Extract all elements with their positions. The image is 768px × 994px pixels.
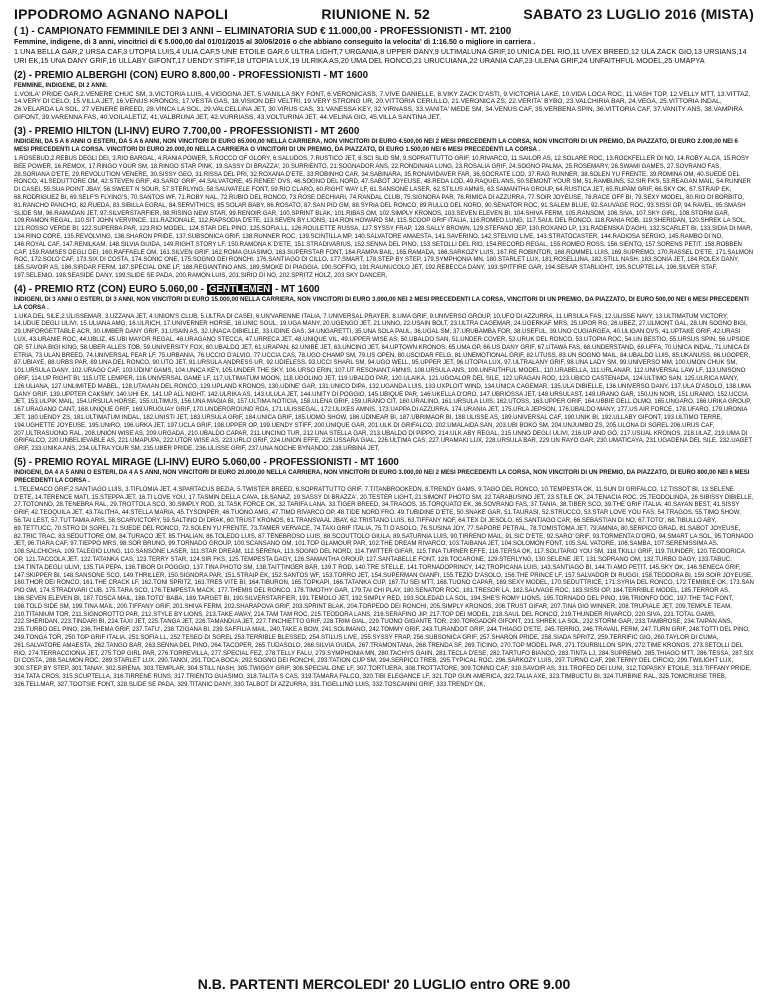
race-2-title: (2) - PREMIO ALBERGHI (CON) EURO 8.800,00 - PROFESSIONISTI - MT 1600 xyxy=(14,69,369,81)
race-2-entries: 1.VOILA' PRIDE GAR,2.VENERE CHUC SM, 3.VICTORIA LUIS, 4.VIGOGNA JET, 5.VANILLA SKY FONT, 6.VERONICASS, 7.VIVE DANIELLE, 8.VIKY ZACK D'ASTI, 9.VICTORIA LAKE, 10.VIDA LOCA ROC, 11.VASH TOP, 12.VELLY MTT, 13.VITTAZ, 14.VERY DI CELO, 15.VILLA JET, 16.VENUS KRONOS, 17.VESTA GAS, 18.VISION DEI VELTRI, 19.VERY STRONG UR, 20.VITTORIA CERULLO, 21.VERONICA ZS, 22.VERITA' BYBO, 23.VALCHIRIA BAR, 24.VEGA, 25.VITTORIA INDAL, 26.VELARDA LA SOL, 27.VENERE BREED, 28.VINCA LA SOL, 29.VALCELLINA JET, 30.VIRUS CAS, 31.VANESSA KEY, 32.VIRNASS, 33.VANITA' MEDE SM, 34.VENUS CAF, 35.VERBENA SPIN, 36.VITTORIA CAF, 37.VANITY ANS, 38.VAMPIRA GIFONT, 39.VARENNA FAS, 40.VOILALETIZ, 41.VALBRUNA JET, 42.VURRIASS, 43.VOLTURINA JET, 44.VELINA GIO, 45.VILLA SANTINA JET, xyxy=(14,90,751,122)
meeting-number: RIUNIONE N. 52 xyxy=(321,6,431,22)
race-2-conditions: FEMMINE, INDIGENE, DI 2 ANNI. xyxy=(14,81,108,89)
race-4 xyxy=(14,284,754,453)
footer-note: N.B. PARTENTI MERCOLEDI' 20 LUGLIO entro ORE 9.00 xyxy=(197,976,571,992)
race-4-title xyxy=(14,284,754,295)
venue-name: IPPODROMO AGNANO NAPOLI xyxy=(14,6,229,22)
race-3-title: (3) - PREMIO HILTON (LI-INV) EURO 7.700,00 - PROFESSIONISTI - MT 2600 xyxy=(14,126,360,138)
gentlemen-badge: GENTLEMEN xyxy=(208,283,271,295)
race-1-conditions: Femmine, indigene, di 3 anni, vincitrici di € 5.000,00 dal 01/01/2015 al 30/06/2016 o che abbiano conseguito la velocita' di 1:16.50 o migliore in carriera . xyxy=(14,37,536,47)
race-5-entries: 1.TELEMACO GRIF,2.SANTIAGO LUIS, 3.TIFLOMIA JET, 4.SPARTACUS BEZIA, 5.TWISTER BREED, 6.SOPRATTUTTO GRIF, 7.TITANBROOKEDN, 8.TRENDY GAMS, 9.TAGO DEL RONCO, 10.TEMPESTA OK, 11.SUN DI GRIFALCO, 12.TISSOT BI, 13.SELENE D'ETE, 14.TERENCE MATI, 15.STEPPA JET, 16.TI LOVE YOU, 17.TASMIN DELLA CAVA, 18.SANAZ, 19.SASSY DI BRAZZA', 20.TESTER LIGHT, 21.SIMONT PHOTO SM, 22.TARABUSINO JET, 23.STILE OK, 24.TENACIA ROC, 25.TEODOLINDA, 26.SIBISSY DIBIELLE, 27.TOTONNO, 28.TENEBRA RAL, 29.TROTTOLA SCO, 30.SIMPLY ROD, 31.TASK FORCE OK, 32.TARIFA LANA, 33.TIGER BREED, 34.TRAGOS, 35.TORQUATO EK, 36.SOVRANO FAS, 37.TANIA, 38.TIBER SCO, 39.THE GRIF ITALIA, 40.SAYAN BEST, 41.SISSY GRIF, 42.TEOQUILA JET, 43.TALITHA, 44.STELLA MARIA, 45.TYSONPER, 46.TUONO AMG, 47.TIMO RIVARCO OP, 48.TIDE NORD FRO, 49.TUBIDINE D'ETE, 50.SNAKE GAR, 51.TAURASI, 52.STRUCCO, 53.STAR LOVE YOU FAS, 54.TRAGOS, 55.TIMO SHOW, 56.TAI LEST, 57.TUTTAMIA ARIS, 58.SCARVICTORY, 59.SALTINO DI DRAK, 60.TRUST KRONOS, 61.TRANSVAAL JBAY, 62.TRISTANO LUIS, 63.TIFFANY NOF, 64.TEX DI JESOLO, 65.SANTIAGO CAR, 66.SEBASTIAN DI NO, 67.TOTO', 68.TIBULLO ABY, 69.TETTUCC, 70.STRO DI SGREL 71.SUEDE DEL RONCO, 72.SOLEN YU FRENTE, 73.TAMER VERVACE, 74.TAXI GRIF ITALIA, 75.TI D'ASOLO, 76.SUSINA JOY, 77.SAPORE PETRAL, 78.TOMISTOMA JET, 79.AMNIA, 80.SERPICO GRAD, 81.SABOT JOYEUSE, 82.TRIC TRAC, 83.SEDUTTORE OM, 84.TURACO JET, 85.THALIAN, 86.TOLEDO LUIS, 87.TENEBROSO LUIS, 88.SCOUTTOLO GIULA, 89.SATURNIA LUIS, 90.TIRRENO MAIL, 91.SIC D'ETE, 92.SARO' GRIF, 93.TORMENTA D'ORO, 94.SMART LA SOL, 95.TORNADO JET, 96.TIARA CAF, 97.TIEPPO MRS, 98.SOR BRUNO, 99.TORNADO GROUP, 100.SCANSANO OM, 101.TOP GLAMOUR PAR, 102.THE DREAM RIVARCO, 103.TAIBANA JET, 104.SOLOMON FONT, 105.SAL VATORE, 106.SAMBA, 107.SERENISSIMA AS, 108.SALCHICHA, 109.TALEGIO LUNG, 110.SANSONE LASER, 111.STAR DREAM, 112.SERENA, 113.SOGNO DEL NORD, 114.TWITTER GIFAR, 115.TINA TURNER EFFE, 116.TERSA OK, 117.SOLITARIO YOU SM, 118.TKILLI GRIF, 119.TIUNDER, 120.TEODORICA OP, 121.TACCOLA JET, 122.TATANKA CAS, 123.TERRY STAR, 124.SIR FKS, 125.TEMPESTA DAGY, 126.SAMANTHA GROUP, 127.SANTABELLE FONT, 128.TOCARONE, 129.STERLYNG, 130.SELENE JET, 131.SOPRANO OM, 132.TURBO DAGY, 133.TABUC, 134.TINTA DEGLI ULIVI, 135.TIA PEPA, 136.TIBOR DI POGGIO, 137.TINA PHOTO SM, 138.TAITTINGER BAR, 139.T ROD, 140.TRE STELLE, 141.TORNADOPRINCY, 142.TROPICANA LUIS, 143.SANTIAGO BI, 144.TI AMO PETIT, 145.SKY OK, 146.SENECA GRIF, 147.SKIPPER BI, 148.SANSONE SCO, 149.THRILLER, 150.SIGNORA PAR, 151.STRAIP EK, 152.SANTOS WF, 153.TORRO JET, 154.SUPERMAN GIANFI, 155.TEZIO D'ASOLO, 156.THE PRINCE LF, 157.SALVADOR DI RUGGI, 158.TEODORA BI, 159.SOIR JOYEUSE, 160.THOR DEI RONCO, 161.THE CRACK LF, 162.TONI SPRITZ, 163.TRES VITE BI, 164.TIBURON, 165.TOPKAPI, 166.TATANKA CUP, 167.TU SEI MTT, 168.TUONO CAPAR, 169.SEXY MODEL, 170.SEDUTTRICE, 171.SYRIA DEL RONCO, 172.TEMIBILE OK, 173.SAN PIO GM, 174.STRADIVARI CUB, 175.TARA SCO, 176.TEMPESTA MACK, 177.THEMIS DEL RONCO, 178.TIMOTHY GAR, 179.TAI CHI PLAY, 180.SENATOR ROC, 181.TRESOR LA, 182.SAUVAGE ROC, 183.SISSI OP, 184.TERRIBLE MODEL, 185.TERROR AS, 186.SEVEN ELEVEN BI, 187.TOSCA MAIL, 188.TOTO' BABA, 189.TARGET BI, 190.SILVERSTARFIER, 191.TEMOLO JET, 192.SIMPLY RED, 193.SOLEDAD LA SOL, 194.SHE'S ROMY LIONS, 195.TORNADO DEL PINO, 196.TRIONFO DOC, 197.THE TAC FONT, 198.TOLD SIDE SM, 199.TINA MAIL, 200.TIFFANY GRIF, 201.SHIVA FERM, 202.SHARAPOVA GRIF, 203.SPRINT BLAK, 204.TORPEDO DEI RONCHI, 205.SIMPLY KRONOS, 206.TRUST GIFAR, 207.TINA GIO WINNER, 208.TRUPIALE JET, 209.TEMPLE TEAM, 210.TITANIUM TOR, 211.SIGNOROTTO PAR, 212.STYLE BY LIONS, 213.TAKE AWAY, 214.TAM TAM ROC, 215.TEODORA LANS, 216.SERAFINO JIP, 217.TOP DEI MODEL, 218.SAUL DEL RONCO, 219.THUNDER RIVARCO, 220.SIVA, 221.TOTAL GAMS, 222.SHERIDAN, 223.TINDARI BI, 224.TAXI JET, 225.TANGA JET, 226.TAMANDUA JET, 227.TINCHIETTO GRIF, 228.TRIM GIAL, 229.TUONO GIGANTE TOR, 230.TORGADOR GIFONT, 231.SHREK LA SOL, 232.STORM GAR, 233.TAMBROSE, 234.TAIPAN ANS, 235.TURBO DEL PINO, 236.THEMA GRIF, 237.TATU', 238.TZIGANA BI, 239.SAFFILIA MAIL, 240.TAKE A BOW, 241.SOLIMANO, 242.TOMMY GRIF, 243.TURANDOT GRIF, 244.THIAGO D'ETE, 245.TERRIO, 246.TRAVAIL FERM, 247.TURN GRIF, 248.TOTTI DEL PINO, 249.TONGA TOR, 250.TOP GRIF ITALIA, 251.SOFIA LL, 252.TESEO DI SGREL 253.TERRIBLE BLESSED, 254.STILUS LIVE, 255.SYSSY FRAP, 256.SUBSONICA GRIF, 257.SHARON PRIDE, 258.SIADA SPRITZ, 259.TERRIFIC GIO, 260.TAYLOR DI CUMA, 261.SALVATORE AMAESTA, 262.TANGO BAR, 263.SENNA DEL PINO, 264.TACOPER, 265.TUDASOLO, 266.SILVIA GUIDA, 267.TRAMONTANA, 268.TRENDA SF, 269.TICINO, 270.TOP MODEL PAR, 271.TOURBILLON SPIN, 272.TIME KRONOS, 273.SETOLLI DEL RIO, 274.TERRACCIONIA JET, 275.TOP GIRL PAR, 276.TORREVILLA, 277.SPECIAL FEZ, 278.TELLY FALU, 279.SYMPHONIA MN, 280.TACHYS GAIIN, 281.TECLA D'ESE, 282.TARTUFO BIANCO, 283.TINTA LJ, 284.SUPREMO, 285.THIAGO MTT, 286.TESSA, 287.SIX DI COSTA, 288.SALMON ROC, 289.STARLET LUX, 290.TANGI, 291.TOCA BOCA, 292.SOGNO DEI RONCHI, 293.TATION CUP SM, 294.SERPICO TREB, 295.TYPICAL ROC, 296.SARKOZY LUIS, 297.TURNO CAF, 298.TERNY DEL CIRCIO, 299.TWILIGHT LUX, 300.STEP BY STEP, 301.TANAY, 302.SIRENA, 303.TEMPLAR, 304.STILL NASH, 305.TWIGGY GRIF, 306.SPECIAL ONE LF, 307.TORTUERA, 308.TROTTATORE, 309.TONNO CAF, 310.SAVOIR AS, 311.TROFEO DEI LUNI, 312.TOPASKY ETOILE, 313.TIFFANY PRIDE, 314.TATA CROS, 315.SCUPTELLA, 316.TIRRENE RUNS, 317.TRIENTO GUASIMO, 318.TALITA S CAS, 319.TAMARA FALCO, 320.TIBI ELEGANCE LF, 321.TOP GUN AMERICA, 322.TALIA AXE, 323.TIMBUCTU BI, 324.TURBINE RAL, 325.TOMCRUISE TREB, 326.TELLMAR, 327.TOOTSIE FONT, 328.SLIDE SE PADA, 329.TITANIC DANY, 330.TALBOT DI AZZURRA, 331.TIGELLINO LUIS, 332.TOSCANINI GRIF, 333.TRENDY OK, xyxy=(14,485,754,688)
meeting-date: SABATO 23 LUGLIO 2016 (MISTA) xyxy=(523,6,754,22)
race-5-conditions: INDIGENI, DA 4 A 5 ANNI O ESTERI, DA 4 A 5 ANNI, NON VINCITORI DI EURO 20.000,00 NELLA CARRIERA, NON VINCITORI DI EURO 3.000,00 NEI 2 MESI PRECEDENTI LA CORSA, NON VINCITORI DI UN PREMIO, DA PIAZZATO, DI EURO 800,00 NEI 6 MESI PRECEDENTI LA CORSA . xyxy=(14,469,750,485)
race-3-entries: 1.ROSEBUD,2.REBUS DEGLI DEI, 3.RIO BARGAL, 4.RANIA POWER, 5.ROCCO OF GLORY, 6.SALUDOS, 7.RUSTICO JET, 8.SCI SLID SM, 9.SOPRATTUTTO GRIF, 10.RIVARCO, 11.SAILOR AS, 12.SOLARE ROC, 13.ROCKFELLER DI NO, 14.ROBY ALCA, 15.ROSY BEE POWER, 16.REMOX, 17.RINGO YOUR SM, 18.RINGO STAR PINK, 19.SASSY DI BRAZZA', 20.SURRIENTO, 21.SOGNADOR ANS, 22.RONDINAIA LUNG, 23.ROSALIA GRIF, 24.SOGNO PALMA, 25.ROSEMARY, 26.SWAMI GAMES, 27.SOVRANO FAS, 28.SORIANA D'ETE, 29.REVOLUTION VENERE, 30.SISSY GEO, 31.RISSA DEL PRI, 32.ROXANA D'ETE, 33.ROBINHO CAR, 34.SABINARA, 35.RONAVIDAVER FAR, 36.SOCRATE LOD, 37.RAG RUNNER, 38.SOLEN YU FRENTE, 39.ROMINA OM, 40.SUEDE DEL RONCO, 41.SEDUTTORE OM, 42.STEVEN GRIF, 43.SARO' GRIF, 44.SALVATORE, 45.RENEE' DVS, 46.SOGNO DEL NORD, 47.SABOT JOYEUSE, 48.REDA LOD, 49.RAQUEL ANS, 50.SEMONT YOUR SM, 51.RAMBUNS, 52.SIR FKS, 53.REAGAN MAIL, 54.RUNNER DI CASEI, 55.SUA POINT JBAY, 56.SWEET N SOUR, 57.STERLYNG, 58.SAUVATELE FONT, 59.RIO CLARO, 60.RIGHT WAY LF, 61.SANSONE LASER, 62.STILUS AMNIS, 63.SAMANTHA GROUP, 64.RUSTICA JET, 65.RUPAM GRIF, 66.SKY OK, 67.STRAIP EK, 68.RODRIGUEZ BI, 69.SELF'S FLYING'S, 70.SANTOS WF, 71.ROBY NAL, 72.RUBIO DEL RONCO, 73.ROSE DECHIARI, 74.RANDAL CLUB, 75.SIGNORA PAR, 76.RIMICA DI AZZURRA, 77.SOIR JOYEUSE, 78.RACE OFF BI, 79.SEXY MODEL, 80.RIO DI BORBITO, 81.RANCHO PANCHO, 82.RUEDA, 83.SIBILLA EGRAL, 84.SERVITHICS, 85.SOLAR BABY, 86.ROSATO, 87.SAN PIO GM, 88.SYRIA DEL RONCO, 89.RULLO DEL NORD, 90.SENATOR ROC, 91.SALEM BLUE, 92.SAUVAGE ROC, 93.SISSI OP, 94.RAVEL, 95.SMASH SLIDE SM, 96.RAMADAN JET, 97.SILVERSTARFIER, 98.RISING NEW STAR, 99.RENOIR GAR, 100.SPRINT BLAK, 101.RIBAS OM, 102.SIMPLY KRONOS, 103.SEVEN ELEVEN BI, 104.SHIVA FERM, 105.RANSOM, 106.SIVA, 107.SKY GIRL, 108.STORM GAR, 109.RAMON REGAL, 110.SIT JOHN VERVINCE, 111.RAZIONALE, 112.RAPSODIA D'ETE, 113.SEVEN BY LIONS, 114.RON HOWARD SM, 115.SCOOP GRIF ITALIA, 116.ROMEO LUNG, 117.SAUL DEL RONCO, 118.RANIA ROB, 119.SHERIDAN, 120.SHREK LA SOL, 121.ROSSO VERDE BI, 122.SUPERBA PAR, 123.RIO MODEL, 124.STAR DEL PINO, 125.SOFIA LL, 126.ROULETTE RUSSA, 127.SYSSY FRAP, 128.SALLY BROWN, 129.STEFANO JEP, 130.ROXANO LP, 131.RADENSKA D'AGHI, 132.SCARLET BI, 133.SIDIA DI MAR, 134.RINO CORE, 135.REVOLVING, 136.SHARON PRIDE, 137.SUBSONICA GRIF, 138.RUNNER ROC, 139.SCINTILLA MP, 140.SALVATORE AMAESTA, 141.SAVERINO, 142.STELVIO LIVE, 143.STRATOCASTER, 144.RADIOSA SERGIO, 145.RAMBO DI NO, 146.ROYAL CAF, 147.RENILKAM, 148.SILVIA GUIDA, 149.RIGHT STORY LF, 150.RAMONA K D'ETE, 151.STRADIVARIUS, 152.SENNA DEL PINO, 153.SETOLLI DEL RIO, 154.RECORD REGAL, 155.ROMEO ROSS, 156.SIENTO, 157.SORENS PETIT, 158.ROBBEN CAF, 159.RAMSES DEGLI DEI, 160.RAFFAELE OM, 161.SILVEN GRIF, 162.ROMA GUASIMO, 163.SUPERSTAR FONT, 164.RAMPA BAIL, 165.RAMADA, 166.SARKOZY LUIS, 167.RE ROBINTOR, 168.ROMMEL LUIS, 169.SUPREMO, 170.RASSEL D'ETE, 171.SALMON ROC, 172.SOLO CAF, 173.SIX DI COSTA, 174.SONIC ONE, 175.SOGNO DEI RONCHI, 176.SANTIAGO DI CILLO, 177.SMART, 178.STEP BY STEP, 179.SYMPHONIA MN, 180.STARLET LUX, 181.ROSELLINA, 182.STILL NASH, 183.SONIA JET, 184.ROLEX DANY, 185.SAVOIR AS, 186.SIRDAR FERM, 187.SPECIAL ONE LF, 188.REGIANTINO ANS, 189.SMOKE DI PIAGGIA, 190.SOFFIO, 191.RAUNUCOLO JET, 192.REBECCA DANY, 193.SPITFIRE GAR, 194.SESAR STARLIGHT, 195.SCUPTELLA, 196.SILVER STAF, 197.SELENIO, 198.SEASIDE DANY, 199.SLIDE SE PADA, 200.RAMON LUIS, 201.SIRIO DI NO, 202.SPRITZ HOLZ, 203.SKY DANCER, xyxy=(14,155,754,280)
page-header xyxy=(14,0,754,22)
race-1-entries: 1 UNA BELLA GAR,2 URSA CAF,3 UTOPIA LUIS,4 ULIA CAF,5 UNE ETOILE GAR,6 ULTRA LIGHT,7 URGANIA,8 UPPER DANY,9 ULTIMALUNA GRIF,10 UNICA DEL RIO,11 UVEX BREED,12 ULA ZACK GIO,13 URSIANS,14 URI EK,15 UNA DANY GRIF,16 ULLABY GIFONT,17 UENDY STIFF,18 UTOPIA LUX,19 ULRIKA AS,20 UMA DEL RONCO,21 URUCUIANA,22 URANIA CAF,23 ULENA GRIF,24 UNFAITHFUL MODEL,25 UMAPYA xyxy=(14,47,747,65)
race-4-conditions: INDIGENI, DI 3 ANNI O ESTERI, DI 3 ANNI, NON VINCITORI DI EURO 15.000,00 NELLA CARRIERA, NON VINCITORI DI EURO 3.000,00 NEI 2 MESI PRECEDENTI LA CORSA, VINCITORI DI UN PREMIO, DA PIAZZATO, DI EURO 500,00 NEI 6 MESI PRECEDENTI LA CORSA . xyxy=(14,296,749,311)
race-2 xyxy=(14,70,754,123)
race-4-entries: 1.UKA DEL SILE,2.ULISSEMAR, 3.UZZANA JET, 4.UNION'S CLUB, 5.ULTRA DI CASEI, 6.UN'VARENNE ITALIA, 7.UNIVERSAL PRAYER, 8.UMA GRIF, 9.UNIVERSO GROUP, 10.UFO DI AZZURRA, 11.URSULA FAS, 12.ULISSE NAVY, 13.ULTIMATUM VICTORY, 14.UDUE DEGLI ULIVI, 15.ULIANA AMG, 16.ULRICH, 17.UNIVERNER HORSE, 18.UNIC SOUL, 19.UGA MANY, 20.UGENGO JET, 21.UNNO, 22.USAIN BOLT, 23.ULTRA CAGEMAR, 24.UGERKAF MRS, 25.UPOR RG, 26.UBEZ, 27.ULMONT GAL, 28.UN SOGNO BIGI, 29.UNFORGETTABLE ACR, 30.UMBER DANY GRIF, 31.USAIN AS, 32.UNACA DIBIELLE, 33.UDINE GAS, 34.UNGARETTI, 35.UNA SOLA PAUL, 36.UGAL SM, 37.URUBAMBA FOR, 38.USEFUL, 39.UNO CUGIARGEA, 40.ULIGAN DVS, 41.UPTAKE GRIF, 42.URASI LUX, 43.URANIE ROC, 44.UBLIZ, 45.UBI MAYOR REGAL, 46.URAGANO STECCA, 47.URRECA JET, 48.UNIQUE VIL, 49.UPPER WISE AS, 50.UBALDO SAN, 51.UNDER COVER, 52.URUK DEL RONCO, 53.UTOPIA ROC, 54.UN BESTIO, 55.URSUS SPIN, 56.UPSIDE OP, 57.UNA BIGI KING, 58.UBER ALLES TOB, 59.UNIVERSITY FOX, 60.UBALDO JET, 61.URAPAN, 62.UNIBE JET, 63.UNCINO JET, 64.UPTOWN KRONOS, 65.UMA OP, 66.US DANY GRIF, 67.UTAWA FAS, 68.UNDERSTAND, 69.UFFA, 70.UNICA INDAL, 71.UNICA DI ETRIA, 73.ULAN BREED, 74.UNIVERSAL FEAR LF, 75.URBANIA, 76.UCCIO D'ALVIO, 77.UCCIA CAS, 78.UGO CHAMP SM, 79.US OPEN, 80.USCIDAR FELG, 81.UNEMOTIONAL GRIF, 82.UTUSS, 83.UN SOGNO MAIL, 84.UBALDO LUIS, 85.UKANUSS, 86.UGOPER, 87.UBIAYE, 88.URBS PAR, 89.UNA DEL RONCO, 90.UTO JET, 91.URSULA ANDRESS UR, 92.UDIELESS, 93.UCCI SHARL SM, 94.UGO WELL, 95.UPPER JET, 96.UTOPIA LUX, 97.ULTRALANY GRIF, 98.UNA LADY SM, 99.UNIVERSO MM, 100.UMON CHUK SM, 101.URSULA DANY, 102.URAGO CAF, 103.UDINI' GAMS, 104.UNICA KEY, 105.UNDER THE SKY, 106.URSO ERIN, 107.UT RESONANT AMNIS, 108.URSULA ANS, 109.UNFAITHFUL MODEL, 110.URABELLA, 111.URLANAR, 112.UNIVERSAL LAW LF, 113.UNISONO GRIF, 114.UP RIGHT BI, 115.UTE LEMPER, 116.UNIVERSAL GAME LF, 117.ULTIMATUM MOON, 118.UGOLINO JET, 119.UBALDO PAR, 120.ULAIKA, 121.UGOALOR DEL SILE, 122.URAGAN ROD, 123.UBICO CASTENADA, 124.ULTIMO SAN, 125.ULRICA MANY, 126.ULIANA, 127.UNLIMITED MABEL, 128.UTAVIAN DEL RONCO, 129.UPLAND KRONOS, 130.UDINE' GAR, 131.UNICO DIPA, 132.UGANDA LUIS, 133.UXPLOIT WIND, 134.UNICA CAGEMAR, 135.ULA DIBIELLE, 136.UNIVERSO DANY, 137.ULA D'ASOLO, 138.UMA DANY GRIF, 139.UPPTER CAKSMY, 140.UHI EK, 141.UP ALL NIGHT, 142.ULRIKA AS, 143.ULULA JET, 144.UNITY DI POGGIO, 145.UBIQUE PAR, 146.UKELLA D'ORO, 147.UBRIOSSA JET, 148.URSULAST, 149.URANO GAR, 150.UN NOIR, 151.URANIO, 152.UCCIA JET, 153.ULPIK MAIL, 154.URSULA HORSE, 155.ULTIMUS, 156.UNA MAGIA BI, 157.ULTIMA NOTICIA, 158.ULENA GRIF, 159.URANO CIT, 160.URALINO, 161.URSULA LUIS, 162.UTOSS, 163.UPPER GRIF, 164.UBBIE DELL OLMO, 165.UNGARO, 166.URIKA GROUP, 167.URAGANO CANT, 168.UNIQUE GRIF, 169.URUGUAY GRIF, 170.UNDERGROUND ROA, 171.ULISSEGAL, 172.ULIXES AMNIS, 173.UAPPA DI AZZURRA, 174.URANIA JET, 175.URLA JEPSON, 176.UBALDO MANY, 177.US AIR FORCE, 178.UFARO, 179.URONIA JET, 180.UENDY ZS, 181.ULTIMATUM INDAL, 182.UNISTI JET, 183.URSULA GRIF, 184.UNICA GRIF, 185.UOMO SHOW, 186.UDINEAR BI, 187.UBRIMAOR BI, 188.ULISSE AS, 189.UNIVERSAL CAF, 190.UNIK BI, 192.ULLABY GIFONT, 193.ULTIMO TERRE, 194.UGHETTE JOYEUSE, 195.UNIRO, 196.URKA JET, 197.UCLA GRIF, 198.UPPER OP, 199.UENDY STIFF, 200.UNIQUE GAR, 201.ULK DI GRIFALCO, 202.UMALAIDA SAN, 203.UBI BOKO SM, 204.UNJUMBO ZS, 205.ULONA DI SGREL 206.URUS CAF, 207.ULTRASUONO RAL, 208.UNION WISE AS, 209.URGADA, 210.UBALDO CAPAR, 211.UNCINO TUR, 212.UNA STELLA GAR, 213.UBALDO DI PIPPO, 214.ULK ABY REGAL, 215.UNNO DEGLI ULIVI, 216.UP AND GO, 217.USUAL KRONOS, 218.ULAZ, 219.UMA DI GRIFALCO, 220.UNBELIEVABLE AS, 221.UMAPUPA, 222.UTOR WISE AS, 223.URLO GRIF, 224.UNION EFFE, 225.USSARA GIAL, 226.ULTIMA CAS, 227.URAMAKI LUX, 228.URSULA BAR, 229.UN RAYO GAR, 230.UMATICAYA, 231.UGADENA DEL SILE, 232.UAGET GRIF, 233.UNIKA ANS, 234.ULTRA YOUR SM, 235.UBER PRIDE, 236.ULISSE GRIF, 237.UNA NOCHE BYNANDO, 238.URBINA JET, xyxy=(14,312,753,453)
race-1-title: ( 1) - CAMPIONATO FEMMINILE DEI 3 ANNI – ELIMINATORIA SUD € 11.000,00 - PROFESSIONISTI - MT. 2100 xyxy=(14,26,512,37)
race-5-title: (5) - PREMIO ROYAL MIRAGE (LI-INV) EURO 5.060,00 - PROFESSIONISTI - MT 1600 xyxy=(14,457,399,469)
race-4-title-prefix: (4) - PREMIO RTZ (CON) EURO 5.060,00 - xyxy=(14,283,207,295)
document-page xyxy=(14,0,754,994)
race-3-conditions: INDIGENI, DA 5 A 6 ANNI O ESTERI, DA 5 A 6 ANNI, NON VINCITORI DI EURO 65.000,00 NELLA CARRIERA, NON VINCITORI DI EURO 4.500,00 NEI 2 MESI PRECEDENTI LA CORSA, NON VINCITORI DI UN PREMIO, DA PIAZZATO, DI EURO 2.000,00 NEI 6 MESI PRECEDENTI LA CORSA. VINCITORI DI EURO 20.000,00 NELLA CARRIERA O VINCITORI DI UN PREMIO, DA PIAZZATO, DI EURO 1.500,00 NEI 6 MESI PRECEDENTI LA CORSA . xyxy=(14,138,738,154)
race-5 xyxy=(14,457,754,689)
race-1 xyxy=(14,26,754,66)
race-4-title-suffix: - MT 1600 xyxy=(272,283,320,295)
race-3 xyxy=(14,126,754,280)
